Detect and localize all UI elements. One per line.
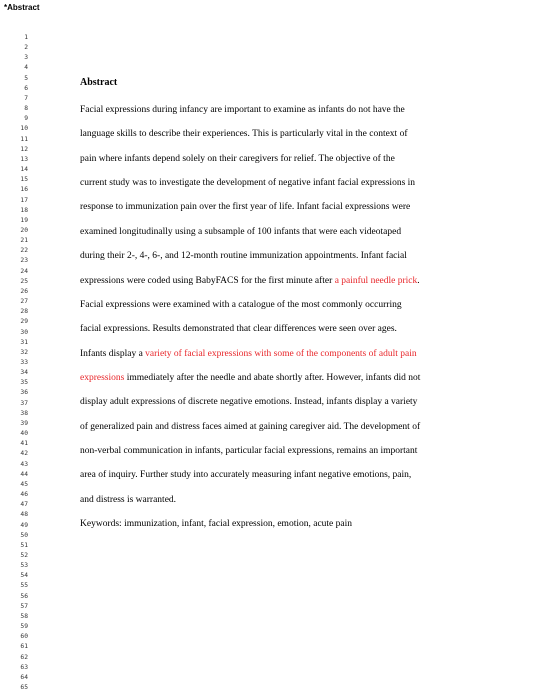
- line-number: 14: [20, 166, 28, 174]
- line-number: 35: [20, 379, 28, 387]
- abstract-line: [80, 397, 417, 407]
- line-number: 9: [24, 115, 28, 123]
- line-number: 19: [20, 216, 28, 224]
- document-header-label: *Abstract: [4, 3, 40, 12]
- abstract-line: [80, 470, 411, 480]
- line-number: 22: [20, 247, 28, 255]
- abstract-line: [80, 300, 402, 310]
- line-number: 33: [20, 359, 28, 366]
- keywords-line: Keywords: immunization, infant, facial expression, emotion, acute pain: [80, 519, 352, 530]
- line-number: 36: [20, 389, 28, 397]
- text-segment: expressions were coded using BabyFACS for the first minute after: [80, 275, 335, 286]
- line-number: 21: [20, 237, 28, 245]
- line-number-gutter: [0, 33, 28, 693]
- line-number: 6: [24, 84, 28, 92]
- highlighted-text: expressions: [80, 372, 125, 383]
- line-number: 7: [24, 94, 28, 102]
- line-number: 26: [20, 287, 28, 295]
- text-segment: response to immunization pain over the first year of life. Infant facial expressions were: [80, 202, 411, 213]
- text-segment: Facial expressions were examined with a catalogue of the most commonly occurring: [80, 299, 402, 310]
- abstract-line: [80, 373, 420, 383]
- line-number: 46: [20, 491, 28, 499]
- highlighted-text: variety of facial expressions with some of the components of adult pain: [145, 348, 417, 359]
- line-number: 43: [20, 460, 28, 468]
- line-number: 16: [20, 186, 28, 194]
- line-number: 44: [20, 470, 28, 478]
- text-segment: immediately after the needle and abate shortly after. However, infants did not: [124, 372, 421, 383]
- line-number: 11: [20, 135, 28, 143]
- line-number: 38: [20, 409, 28, 417]
- line-number: 24: [20, 267, 28, 275]
- line-number: 27: [20, 298, 28, 306]
- line-number: 1: [24, 34, 28, 41]
- line-number: 12: [20, 145, 28, 153]
- abstract-line: [80, 202, 410, 212]
- abstract-line: [80, 105, 405, 115]
- abstract-line: [80, 154, 395, 164]
- line-number: 53: [20, 562, 28, 570]
- line-number: 13: [20, 155, 28, 163]
- text-segment: examined longitudinally using a subsample of 100 infants that were each videotaped: [80, 226, 402, 237]
- abstract-line: [80, 251, 407, 261]
- line-number: 23: [20, 257, 28, 265]
- line-number: 56: [20, 592, 28, 600]
- line-number: 8: [24, 105, 28, 113]
- abstract-line: [80, 422, 420, 432]
- line-number: 34: [20, 369, 28, 377]
- line-number: 63: [20, 663, 28, 671]
- text-segment: Facial expressions during infancy are important to examine as infants do not have the: [80, 105, 405, 115]
- line-number: 47: [20, 501, 28, 509]
- line-number: 51: [20, 541, 28, 549]
- line-number: 31: [20, 338, 28, 346]
- line-number: 48: [20, 511, 28, 519]
- line-number: 60: [20, 633, 28, 641]
- line-number: 40: [20, 430, 28, 438]
- line-number: 52: [20, 551, 28, 559]
- line-number: 3: [24, 54, 28, 62]
- line-number: 28: [20, 308, 28, 316]
- line-number: 39: [20, 419, 28, 427]
- line-number: 37: [20, 399, 28, 407]
- line-number: 49: [20, 521, 28, 529]
- line-number: 54: [20, 572, 28, 580]
- abstract-line: [80, 446, 417, 456]
- line-number: 59: [20, 623, 28, 631]
- line-number: 45: [20, 480, 28, 488]
- abstract-line: [80, 349, 417, 359]
- highlighted-text: a painful needle prick: [334, 275, 418, 286]
- line-number: 41: [20, 440, 28, 448]
- line-number: 58: [20, 612, 28, 620]
- line-number: 50: [20, 531, 28, 539]
- text-segment: facial expressions. Results demonstrated that clear differences were seen over ages.: [80, 324, 397, 335]
- line-number: 65: [20, 684, 28, 691]
- abstract-line: [80, 324, 397, 334]
- abstract-line: [80, 178, 415, 188]
- line-number: 55: [20, 582, 28, 590]
- line-number: 18: [20, 206, 28, 214]
- abstract-line: [80, 129, 407, 139]
- line-number: 29: [20, 318, 28, 326]
- line-number: 61: [20, 643, 28, 651]
- line-number: 10: [20, 125, 28, 133]
- text-segment: of generalized pain and distress faces aimed at gaining caregiver aid. The development of: [80, 421, 421, 432]
- line-number: 64: [20, 673, 28, 681]
- text-segment: current study was to investigate the development of negative infant facial expressions in: [80, 178, 416, 189]
- line-number: 25: [20, 277, 28, 285]
- line-number: 4: [24, 64, 28, 72]
- line-number: 20: [20, 226, 28, 234]
- line-number: 15: [20, 176, 28, 184]
- text-segment: and distress is warranted.: [80, 494, 177, 505]
- line-number: 32: [20, 348, 28, 356]
- text-segment: pain where infants depend solely on their caregivers for relief. The objective of the: [80, 153, 395, 164]
- text-segment: .: [417, 275, 420, 286]
- text-segment: language skills to describe their experiences. This is particularly vital in the context of: [80, 129, 408, 140]
- line-number: 2: [24, 44, 28, 52]
- line-number: 17: [20, 196, 28, 204]
- text-segment: display adult expressions of discrete negative emotions. Instead, infants display a variety: [80, 397, 418, 408]
- abstract-line: [80, 276, 420, 286]
- line-number: 57: [20, 602, 28, 610]
- text-segment: area of inquiry. Further study into accurately measuring infant negative emotions, pain,: [80, 470, 412, 481]
- text-segment: Infants display a: [80, 348, 146, 359]
- text-segment: non-verbal communication in infants, particular facial expressions, remains an important: [80, 446, 418, 457]
- line-number: 42: [20, 450, 28, 458]
- abstract-line: [80, 227, 401, 237]
- abstract-title: Abstract: [80, 77, 118, 88]
- text-segment: during their 2-, 4-, 6-, and 12-month routine immunization appointments. Infant facial: [80, 251, 407, 262]
- line-number: 62: [20, 653, 28, 661]
- line-number: 5: [24, 74, 28, 82]
- abstract-line: [80, 495, 176, 505]
- line-number: 30: [20, 328, 28, 336]
